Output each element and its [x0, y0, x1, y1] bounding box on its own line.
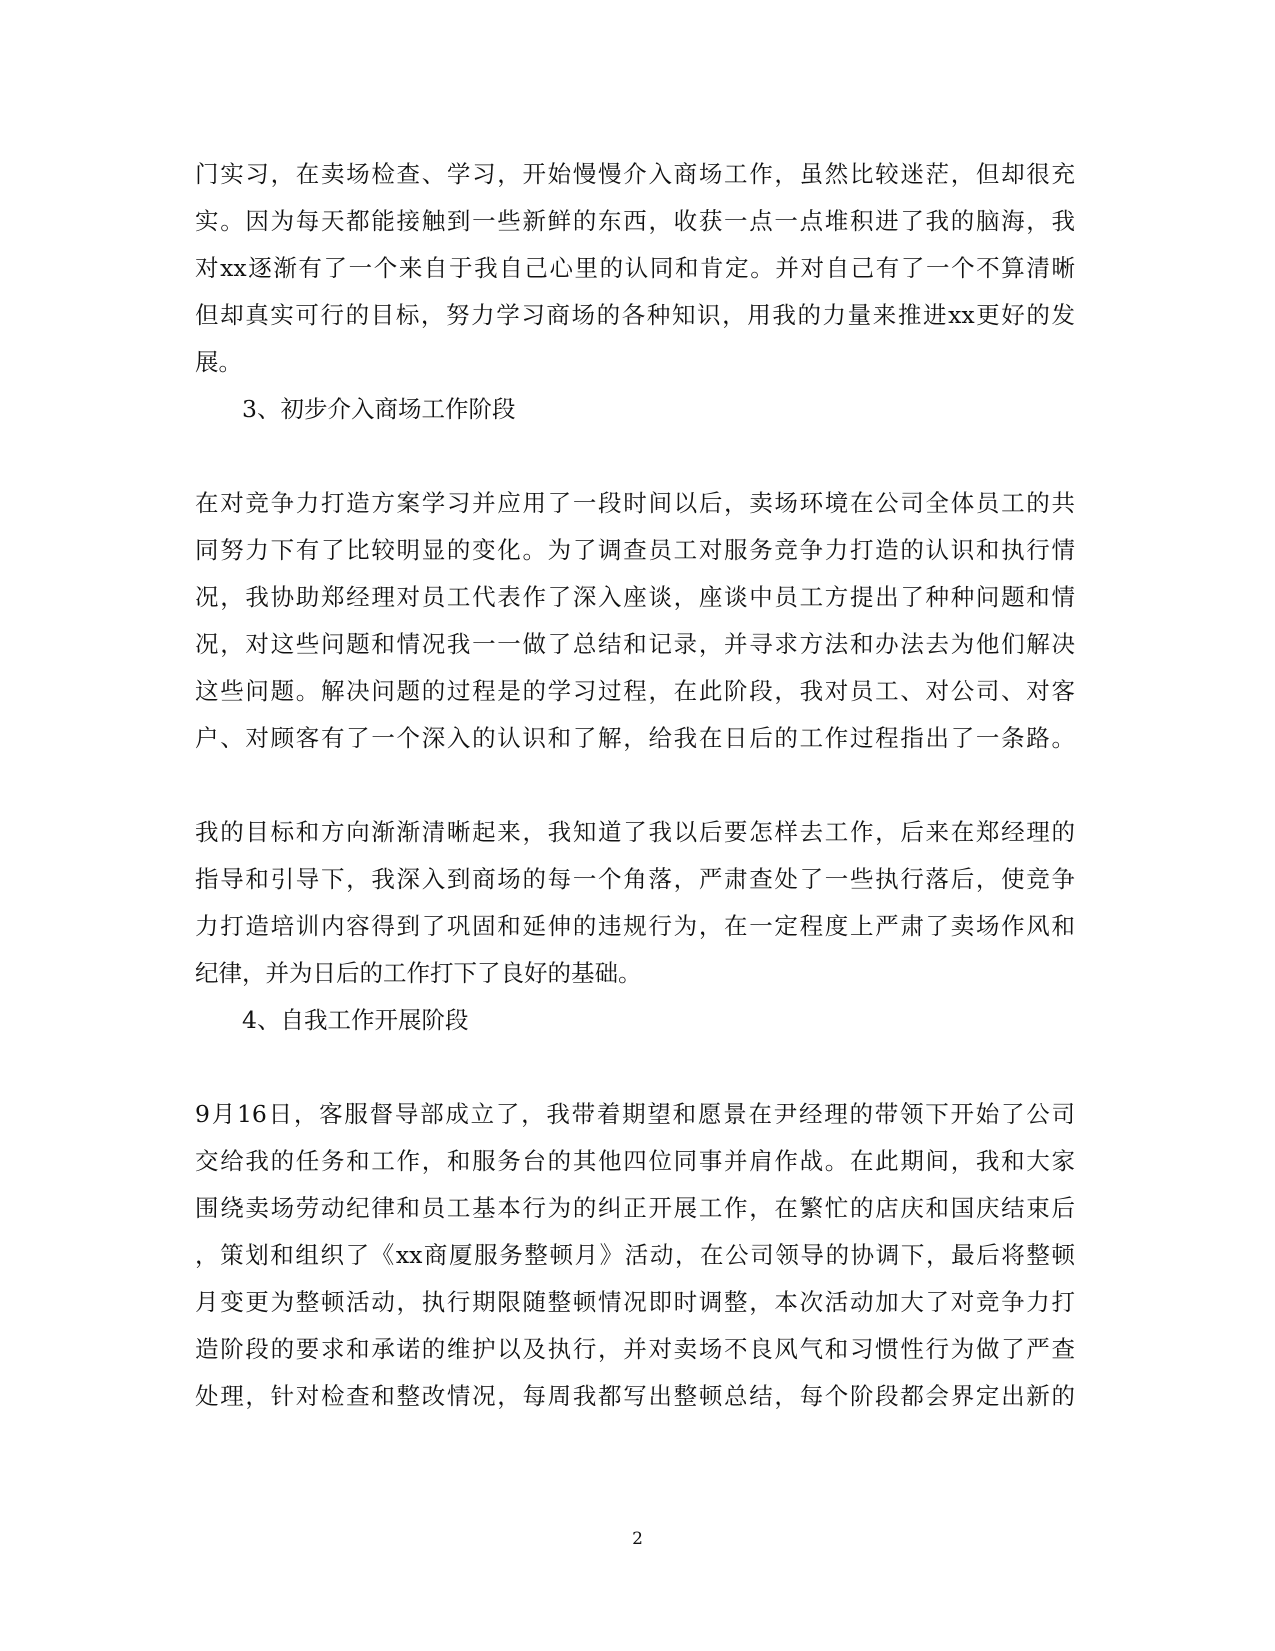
- paragraph-3-line-1: 我的目标和方向渐渐清晰起来，我知道了我以后要怎样去工作，后来在郑经理的: [195, 818, 1075, 846]
- paragraph-4-line-7: 处理，针对检查和整改情况，每周我都写出整顿总结，每个阶段都会界定出新的: [195, 1382, 1075, 1410]
- section-heading-4: 4、自我工作开展阶段: [242, 1006, 469, 1034]
- paragraph-1-line-5: 展。: [195, 348, 242, 376]
- paragraph-1-line-1: 门实习，在卖场检查、学习，开始慢慢介入商场工作，虽然比较迷茫，但却很充: [195, 160, 1075, 188]
- paragraph-4-line-2: 交给我的任务和工作，和服务台的其他四位同事并肩作战。在此期间，我和大家: [195, 1147, 1075, 1175]
- paragraph-3-line-4: 纪律，并为日后的工作打下了良好的基础。: [195, 959, 642, 987]
- paragraph-2-line-1: 在对竞争力打造方案学习并应用了一段时间以后，卖场环境在公司全体员工的共: [195, 489, 1075, 517]
- page-number: 2: [632, 1529, 643, 1549]
- paragraph-4-line-3: 围绕卖场劳动纪律和员工基本行为的纠正开展工作，在繁忙的店庆和国庆结束后: [195, 1194, 1075, 1222]
- paragraph-2-line-2: 同努力下有了比较明显的变化。为了调查员工对服务竞争力打造的认识和执行情: [195, 536, 1075, 564]
- paragraph-1-line-2: 实。因为每天都能接触到一些新鲜的东西，收获一点一点堆积进了我的脑海，我: [195, 207, 1075, 235]
- paragraph-3-line-3: 力打造培训内容得到了巩固和延伸的违规行为，在一定程度上严肃了卖场作风和: [195, 912, 1075, 940]
- paragraph-2-line-5: 这些问题。解决问题的过程是的学习过程，在此阶段，我对员工、对公司、对客: [195, 677, 1075, 705]
- paragraph-3-line-2: 指导和引导下，我深入到商场的每一个角落，严肃查处了一些执行落后，使竞争: [195, 865, 1075, 893]
- paragraph-2-line-6: 户、对顾客有了一个深入的认识和了解，给我在日后的工作过程指出了一条路。: [195, 724, 1075, 752]
- paragraph-4-line-1: 9月16日，客服督导部成立了，我带着期望和愿景在尹经理的带领下开始了公司: [195, 1100, 1075, 1128]
- paragraph-4-line-6: 造阶段的要求和承诺的维护以及执行，并对卖场不良风气和习惯性行为做了严查: [195, 1335, 1075, 1363]
- section-heading-3: 3、初步介入商场工作阶段: [242, 395, 516, 423]
- paragraph-1-line-4: 但却真实可行的目标，努力学习商场的各种知识，用我的力量来推进xx更好的发: [195, 301, 1075, 329]
- paragraph-4-line-4: ，策划和组织了《xx商厦服务整顿月》活动，在公司领导的协调下，最后将整顿: [195, 1241, 1075, 1269]
- paragraph-2-line-4: 况，对这些问题和情况我一一做了总结和记录，并寻求方法和办法去为他们解决: [195, 630, 1075, 658]
- paragraph-1-line-3: 对xx逐渐有了一个来自于我自己心里的认同和肯定。并对自己有了一个不算清晰: [195, 254, 1075, 282]
- paragraph-4-line-5: 月变更为整顿活动，执行期限随整顿情况即时调整，本次活动加大了对竞争力打: [195, 1288, 1075, 1316]
- paragraph-2-line-3: 况，我协助郑经理对员工代表作了深入座谈，座谈中员工方提出了种种问题和情: [195, 583, 1075, 611]
